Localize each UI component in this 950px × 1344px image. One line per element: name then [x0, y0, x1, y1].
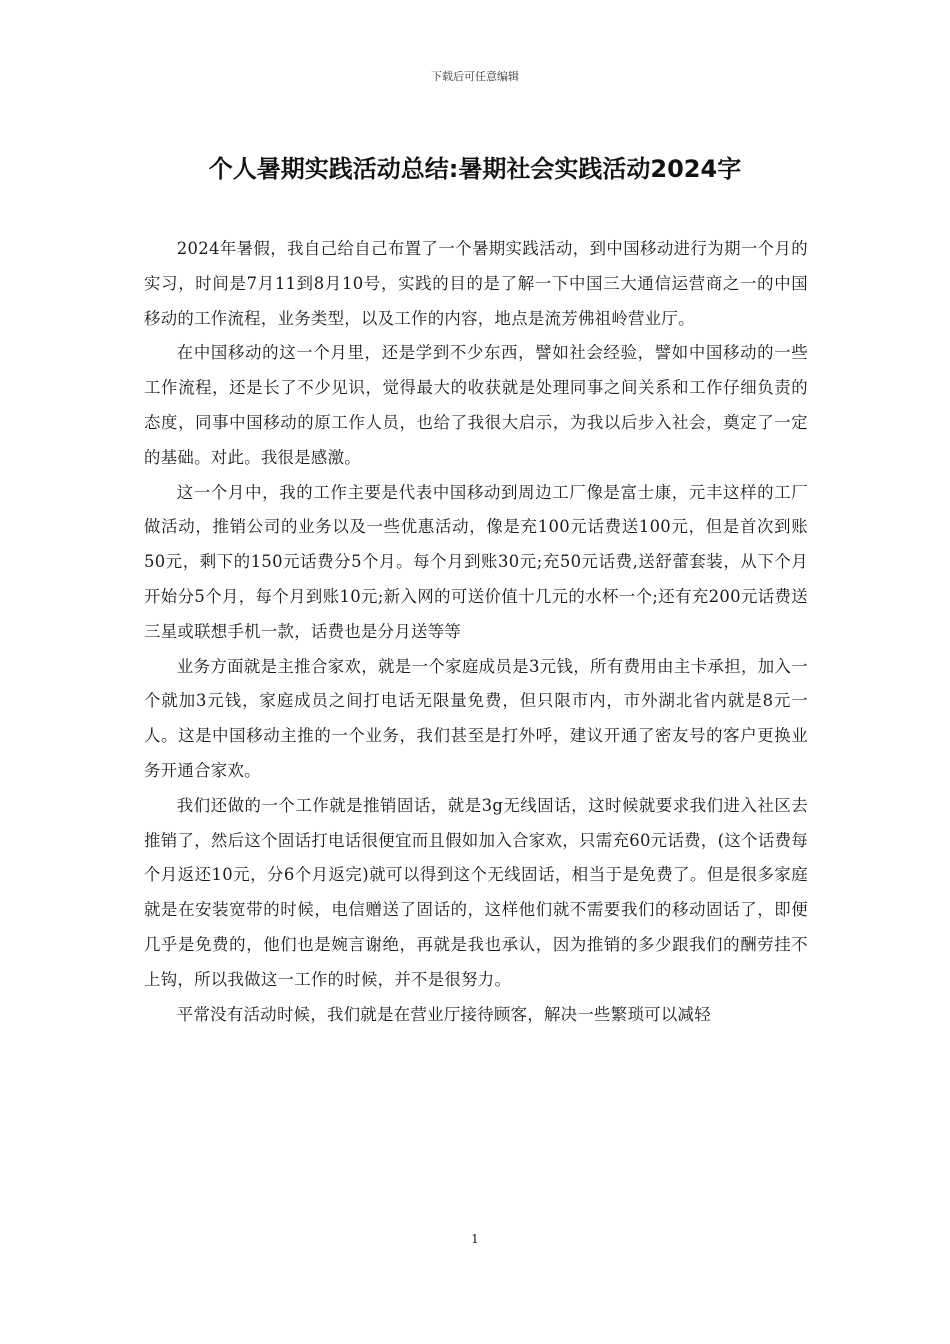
- document-title: 个人暑期实践活动总结:暑期社会实践活动2024字: [208, 155, 742, 183]
- document-body: [144, 232, 808, 1032]
- paragraph-3: 这一个月中，我的工作主要是代表中国移动到周边工厂像是富士康，元丰这样的工厂做活动，推销公司的业务以及一些优惠活动，像是充100元话费送100元，但是首次到账50元，剩下的150元话费分5个月。每个月到账30元;充50元话费,送舒蕾套装，从下个月开始分5个月，每个月到账10元;新入网的可送价值十几元的水杯一个;还有充200元话费送三星或联想手机一款，话费也是分月送等等: [144, 482, 808, 641]
- paragraph-2: 在中国移动的这一个月里，还是学到不少东西，譬如社会经验，譬如中国移动的一些工作流程，还是长了不少见识，觉得最大的收获就是处理同事之间关系和工作仔细负责的态度，同事中国移动的原工作人员，也给了我很大启示，为我以后步入社会，奠定了一定的基础。对此。我很是感激。: [144, 343, 808, 467]
- paragraph-1: 2024年暑假，我自己给自己布置了一个暑期实践活动，到中国移动进行为期一个月的实习，时间是7月11到8月10号，实践的目的是了解一下中国三大通信运营商之一的中国移动的工作流程，业务类型，以及工作的内容，地点是流芳佛祖岭营业厅。: [144, 239, 808, 328]
- paragraph-6: 平常没有活动时候，我们就是在营业厅接待顾客，解决一些繁琐可以减轻: [176, 1004, 711, 1024]
- page-header-note: 下载后可任意编辑: [431, 70, 519, 83]
- page-number: 1: [471, 1232, 479, 1246]
- paragraph-5: 我们还做的一个工作就是推销固话，就是3g无线固话，这时候就要求我们进入社区去推销了，然后这个固话打电话很便宜而且假如加入合家欢，只需充60元话费，(这个话费每个月返还10元，分6个月返完)就可以得到这个无线固话，相当于是免费了。但是很多家庭就是在安装宽带的时候，电信赠送了固话的，这样他们就不需要我们的移动固话了，即便几乎是免费的，他们也是婉言谢绝，再就是我也承认，因为推销的多少跟我们的酬劳挂不上钩，所以我做这一工作的时候，并不是很努力。: [144, 795, 808, 989]
- paragraph-4: 业务方面就是主推合家欢，就是一个家庭成员是3元钱，所有费用由主卡承担，加入一个就加3元钱，家庭成员之间打电话无限量免费，但只限市内，市外湖北省内就是8元一人。这是中国移动主推的一个业务，我们甚至是打外呼，建议开通了密友号的客户更换业务开通合家欢。: [144, 656, 808, 780]
